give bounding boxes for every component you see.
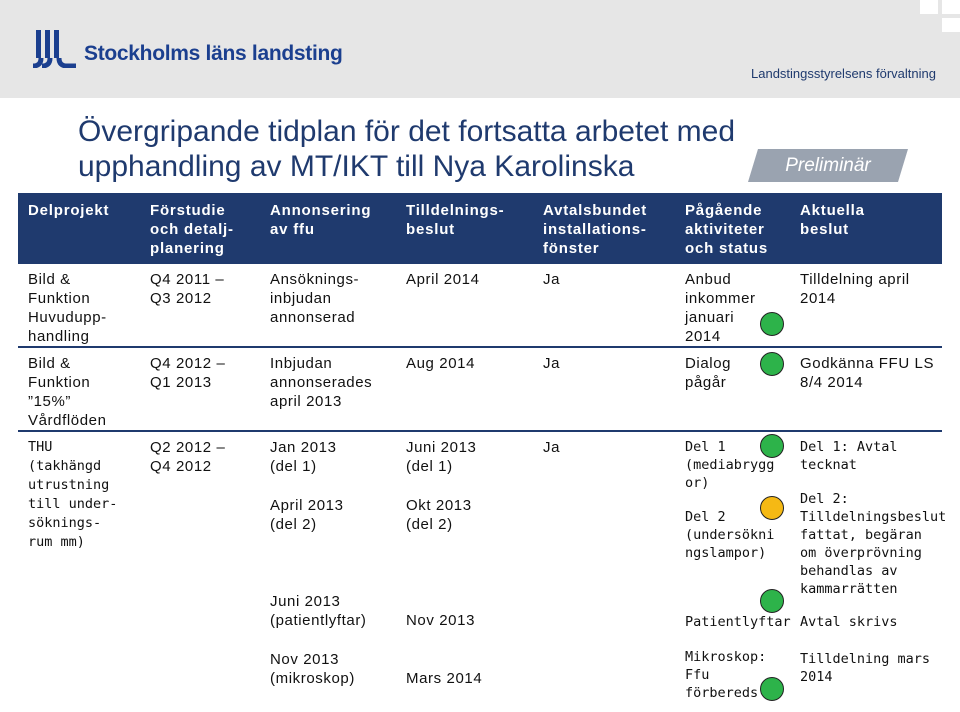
text-line: Ffu <box>685 667 710 683</box>
header-pagaende <box>685 193 798 262</box>
text-line: Q4 2012 <box>150 458 212 475</box>
sll-logo-icon <box>32 30 78 68</box>
cell-annonsering-mikroskop <box>270 650 404 688</box>
text-line: fattat, begäran <box>800 527 922 543</box>
text-line: April 2013 <box>270 497 344 514</box>
cell-aktuella-mikroskop <box>800 650 942 686</box>
text-line: kammarrätten <box>800 581 898 597</box>
text-line: annonserades <box>270 374 373 391</box>
text-line: Del 1: Avtal <box>800 439 898 455</box>
text-line: Q3 2012 <box>150 290 212 307</box>
cell-aktuella-del2 <box>800 490 947 598</box>
preliminary-text: Preliminär <box>785 155 871 176</box>
text-line: Godkänna FFU LS <box>800 355 935 372</box>
table-header <box>18 193 942 262</box>
cell-forstudie <box>150 354 268 392</box>
cell-delprojekt <box>28 438 148 552</box>
status-green-icon <box>760 312 784 336</box>
text-line: 2014 <box>800 669 833 685</box>
schedule-table <box>18 193 947 712</box>
cell-tilldelning: April 2014 <box>406 271 480 288</box>
text-line: handling <box>28 328 90 345</box>
cell-forstudie <box>150 270 268 308</box>
org-unit-label: Landstingsstyrelsens förvaltning <box>751 66 936 81</box>
text-line: Vårdflöden <box>28 412 107 429</box>
text-line: (del 1) <box>270 458 317 475</box>
cell-aktuella-del1 <box>800 438 942 474</box>
status-green-icon <box>760 434 784 458</box>
text-line: Juni 2013 <box>406 439 477 456</box>
text-line: Mikroskop: <box>685 649 767 665</box>
title-line-2: upphandling av MT/IKT till Nya Karolinska <box>78 150 635 183</box>
text-line: Ansöknings- <box>270 271 360 288</box>
text-line: Dialog <box>685 355 732 372</box>
cell-tilldelning-patientlyftar: Nov 2013 <box>406 612 476 629</box>
cell-annonsering-del1 <box>270 438 404 476</box>
header-aktuella-beslut <box>800 193 940 262</box>
text-line: Nov 2013 <box>270 651 340 668</box>
text-line: Del 1 <box>685 439 726 455</box>
text-line: pågår <box>685 374 727 391</box>
text-line: inkommer <box>685 290 756 307</box>
text-line: utrustning <box>28 477 110 493</box>
text-line: Q4 2012 – <box>150 355 226 372</box>
text-line: Del 2: <box>800 491 849 507</box>
cell-annonsering-patientlyftar <box>270 592 404 630</box>
cell-forstudie <box>150 438 268 476</box>
text-line: Q4 2011 – <box>150 271 225 288</box>
header-avtalsbundet <box>543 193 683 262</box>
cell-delprojekt <box>28 270 148 346</box>
table-row <box>18 262 942 346</box>
text-line: Funktion <box>28 374 91 391</box>
cell-annonsering-del2 <box>270 496 404 534</box>
text-line: rum mm) <box>28 534 85 550</box>
status-green-icon <box>760 352 784 376</box>
text-line: förbereds <box>685 685 759 701</box>
text-line: inbjudan <box>270 290 332 307</box>
status-green-icon <box>760 589 784 613</box>
cell-tilldelning: Aug 2014 <box>406 355 476 372</box>
text-line: Q1 2013 <box>150 374 212 391</box>
cell-avtalsbundet: Ja <box>543 355 561 372</box>
cell-tilldelning-mikroskop: Mars 2014 <box>406 670 483 687</box>
cell-annonsering <box>270 354 404 411</box>
text-line: (takhängd <box>28 458 102 474</box>
text-line: till under- <box>28 496 118 512</box>
header-delprojekt <box>28 193 148 262</box>
text-line: 2014 <box>800 290 836 307</box>
header-forstudie <box>150 193 270 262</box>
text-line: (del 1) <box>406 458 453 475</box>
text-line: beslut <box>800 221 849 238</box>
text-line: Delprojekt <box>28 202 110 219</box>
cell-tilldelning-del2 <box>406 496 540 534</box>
text-line: Jan 2013 <box>270 439 337 456</box>
text-line: Juni 2013 <box>270 593 341 610</box>
text-line: av ffu <box>270 221 315 238</box>
cell-aktuella-beslut <box>800 270 942 308</box>
text-line: Inbjudan <box>270 355 333 372</box>
text-line: or) <box>685 475 710 491</box>
text-line: april 2013 <box>270 393 342 410</box>
text-line: Tilldelningsbeslut <box>800 509 947 525</box>
text-line: installations- <box>543 221 647 238</box>
header-tilldelningsbeslut <box>406 193 542 262</box>
header-annonsering <box>270 193 405 262</box>
text-line: Anbud <box>685 271 732 288</box>
text-line: Tilldelning april <box>800 271 910 288</box>
text-line: Bild & <box>28 271 71 288</box>
text-line: Aktuella <box>800 202 865 219</box>
text-line: Tilldelning mars <box>800 651 931 667</box>
text-line: (del 2) <box>406 516 453 533</box>
text-line: ngslampor) <box>685 545 767 561</box>
text-line: beslut <box>406 221 455 238</box>
text-line: Del 2 <box>685 509 726 525</box>
text-line: om överprövning <box>800 545 922 561</box>
text-line: söknings- <box>28 515 102 531</box>
text-line: och status <box>685 240 769 257</box>
title-line-1: Övergripande tidplan för det fortsatta arbetet med <box>78 115 736 148</box>
text-line: Tilldelnings- <box>406 202 505 219</box>
text-line: aktiviteter <box>685 221 765 238</box>
table-row <box>18 346 942 430</box>
logo-text: Stockholms läns landsting <box>84 42 343 65</box>
cell-delprojekt <box>28 354 148 430</box>
text-line: Annonsering <box>270 202 372 219</box>
text-line: Pågående <box>685 202 763 219</box>
text-line: Funktion <box>28 290 91 307</box>
text-line: (mikroskop) <box>270 670 355 687</box>
status-green-icon <box>760 677 784 701</box>
cell-avtalsbundet: Ja <box>543 439 561 456</box>
text-line: fönster <box>543 240 600 257</box>
cell-annonsering <box>270 270 404 327</box>
text-line: (del 2) <box>270 516 317 533</box>
text-line: och detalj- <box>150 221 234 238</box>
cell-aktuella-beslut <box>800 354 942 392</box>
cell-aktuella-patientlyftar: Avtal skrivs <box>800 614 898 630</box>
text-line: (undersökni <box>685 527 775 543</box>
text-line: planering <box>150 240 225 257</box>
text-line: 8/4 2014 <box>800 374 864 391</box>
cell-pagaende <box>685 270 775 346</box>
text-line: Huvudupp- <box>28 309 107 326</box>
text-line: annonserad <box>270 309 356 326</box>
text-line: Q2 2012 – <box>150 439 226 456</box>
text-line: Okt 2013 <box>406 497 472 514</box>
text-line: januari <box>685 309 735 326</box>
text-line: behandlas av <box>800 563 898 579</box>
cell-avtalsbundet: Ja <box>543 271 561 288</box>
text-line: tecknat <box>800 457 857 473</box>
preliminary-badge <box>748 149 908 182</box>
text-line: THU <box>28 439 53 455</box>
text-line: ”15%” <box>28 393 72 410</box>
text-line: 2014 <box>685 328 721 345</box>
text-line: (mediabrygg <box>685 457 775 473</box>
text-line: Förstudie <box>150 202 226 219</box>
table-row <box>18 430 947 712</box>
text-line: Bild & <box>28 355 71 372</box>
text-line: (patientlyftar) <box>270 612 367 629</box>
status-amber-icon <box>760 496 784 520</box>
sll-logo <box>32 30 343 68</box>
cell-pagaende-patientlyftar: Patientlyftar <box>685 614 791 630</box>
corner-squares-icon <box>920 0 960 34</box>
cell-tilldelning-del1 <box>406 438 540 476</box>
text-line: Avtalsbundet <box>543 202 648 219</box>
